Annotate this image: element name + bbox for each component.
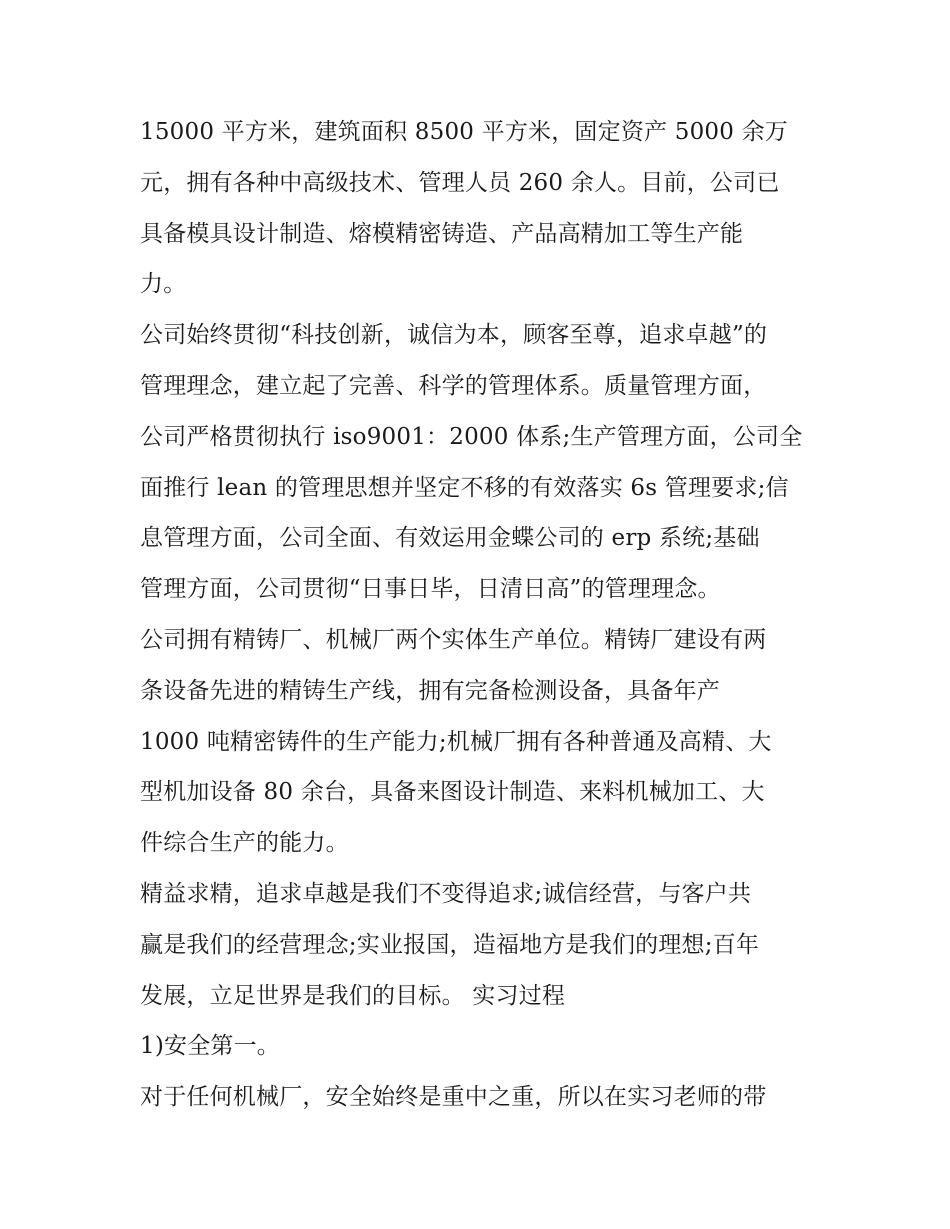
text-line: 具备模具设计制造、熔模精密铸造、产品高精加工等生产能 (140, 220, 744, 247)
text-line: 1)安全第一。 (140, 1033, 281, 1060)
text-line: 型机加设备 80 余台，具备来图设计制造、来料机械加工、大 (140, 779, 765, 806)
text-line: 15000 平方米，建筑面积 8500 平方米，固定资产 5000 余万 (140, 119, 788, 145)
text-line: 公司严格贯彻执行 iso9001：2000 体系;生产管理方面，公司全 (140, 423, 803, 450)
text-line: 公司始终贯彻“科技创新，诚信为本，顾客至尊，追求卓越”的 (140, 322, 768, 349)
text-line: 精益求精，追求卓越是我们不变得追求;诚信经营，与客户共 (140, 880, 752, 907)
text-line: 对于任何机械厂，安全始终是重中之重，所以在实习老师的带 (140, 1084, 767, 1111)
text-line: 管理方面，公司贯彻“日事日毕，日清日高”的管理理念。 (140, 576, 721, 603)
text-line: 条设备先进的精铸生产线，拥有完备检测设备，具备年产 (140, 677, 720, 704)
text-line: 元，拥有各种中高级技术、管理人员 260 余人。目前，公司已 (140, 169, 780, 196)
text-line: 管理理念，建立起了完善、科学的管理体系。质量管理方面， (140, 372, 767, 399)
text-line: 件综合生产的能力。 (140, 830, 349, 857)
text-line: 赢是我们的经营理念;实业报国，造福地方是我们的理想;百年 (140, 931, 760, 958)
text-line: 公司拥有精铸厂、机械厂两个实体生产单位。精铸厂建设有两 (140, 626, 767, 653)
text-line: 力。 (140, 271, 187, 298)
text-line: 面推行 lean 的管理思想并坚定不移的有效落实 6s 管理要求;信 (140, 474, 789, 501)
body-text (140, 107, 820, 1123)
text-line: 1000 吨精密铸件的生产能力;机械厂拥有各种普通及高精、大 (140, 728, 772, 755)
text-line: 息管理方面，公司全面、有效运用金蝶公司的 erp 系统;基础 (140, 525, 760, 552)
text-line: 发展，立足世界是我们的目标。 实习过程 (140, 982, 566, 1009)
